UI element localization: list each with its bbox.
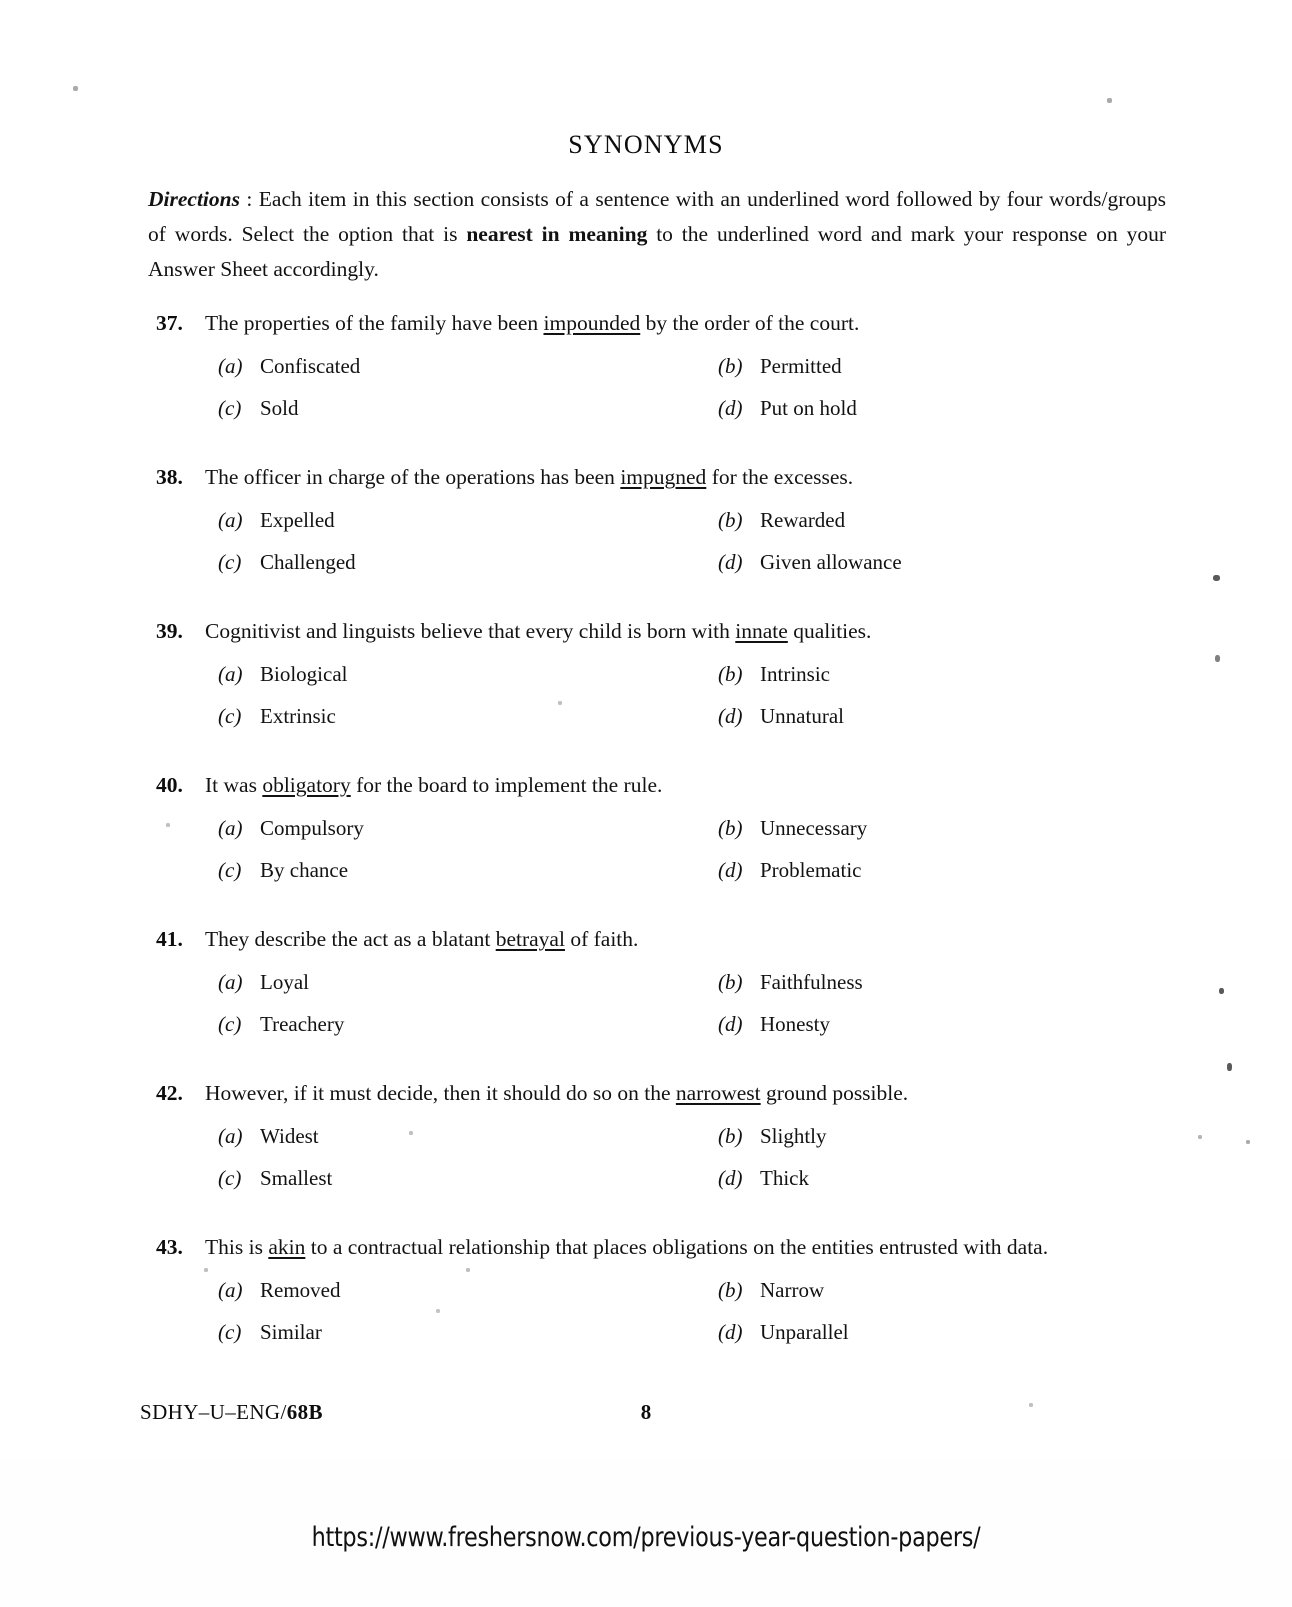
question-number: 42.: [156, 1081, 183, 1105]
page-footer: [0, 1400, 1292, 1440]
option-label: Put on hold: [760, 396, 857, 420]
question-stem: [0, 922, 1292, 956]
option-key: (a): [218, 508, 243, 532]
options-grid: [0, 352, 1292, 436]
option-c[interactable]: [218, 548, 356, 576]
option-b[interactable]: [718, 660, 830, 688]
option-label: Biological: [260, 662, 348, 686]
question-block: [0, 306, 1292, 436]
option-c[interactable]: [218, 856, 348, 884]
question-stem: [0, 306, 1292, 340]
option-label: Confiscated: [260, 354, 361, 378]
option-label: Widest: [260, 1124, 319, 1148]
directions-label: Directions: [148, 187, 240, 211]
options-row: [0, 814, 1292, 856]
option-d[interactable]: [718, 702, 844, 730]
option-label: Rewarded: [760, 508, 846, 532]
option-key: (a): [218, 1278, 243, 1302]
scan-speckle: [1213, 575, 1220, 581]
option-label: Challenged: [260, 550, 356, 574]
directions-paragraph: [148, 182, 1166, 287]
option-d[interactable]: [718, 1010, 830, 1038]
underlined-keyword: obligatory: [262, 773, 351, 797]
question-text-before: Cognitivist and linguists believe that every child is born with: [205, 619, 736, 643]
directions-text-part1: Each item in this section consists of a sentence with an underlined word followed by four words/groups of words. Select the option that is: [148, 187, 1166, 246]
question-text-after: qualities.: [787, 619, 872, 643]
question-block: [0, 1230, 1292, 1360]
option-label: Extrinsic: [260, 704, 336, 728]
options-row: [0, 1276, 1292, 1318]
option-a[interactable]: [218, 1122, 319, 1150]
scan-speckle: [1198, 1135, 1202, 1139]
option-label: Permitted: [760, 354, 842, 378]
option-label: Expelled: [260, 508, 335, 532]
underlined-keyword: akin: [268, 1235, 306, 1259]
options-grid: [0, 506, 1292, 590]
question-text-after: ground possible.: [760, 1081, 909, 1105]
question-stem: [0, 1230, 1292, 1264]
question-stem: [0, 768, 1292, 802]
option-key: (d): [718, 1166, 743, 1190]
question-block: [0, 614, 1292, 744]
option-key: (c): [218, 704, 242, 728]
scan-speckle: [73, 86, 78, 91]
options-row: [0, 548, 1292, 590]
directions-emphasis: nearest in meaning: [466, 222, 648, 246]
option-label: Slightly: [760, 1124, 827, 1148]
option-d[interactable]: [718, 856, 861, 884]
option-label: Faithfulness: [760, 970, 863, 994]
option-key: (d): [718, 704, 743, 728]
option-a[interactable]: [218, 506, 335, 534]
question-number: 38.: [156, 465, 183, 489]
question-number: 40.: [156, 773, 183, 797]
options-row: [0, 1010, 1292, 1052]
options-grid: [0, 968, 1292, 1052]
question-text-before: The officer in charge of the operations has been: [205, 465, 621, 489]
option-c[interactable]: [218, 702, 336, 730]
option-key: (a): [218, 354, 243, 378]
options-row: [0, 1164, 1292, 1206]
options-row: [0, 702, 1292, 744]
source-url: https://www.freshersnow.com/previous-year-question-papers/: [311, 1522, 981, 1553]
options-row: [0, 506, 1292, 548]
questions-list: [0, 306, 1292, 1384]
scan-speckle: [558, 701, 562, 705]
question-number: 43.: [156, 1235, 183, 1259]
option-key: (b): [718, 662, 743, 686]
option-key: (b): [718, 1278, 743, 1302]
question-block: [0, 768, 1292, 898]
option-label: Given allowance: [760, 550, 902, 574]
options-row: [0, 968, 1292, 1010]
question-text-before: They describe the act as a blatant: [205, 927, 496, 951]
scan-speckle: [409, 1131, 413, 1135]
question-text-before: This is: [205, 1235, 269, 1259]
option-label: Intrinsic: [760, 662, 830, 686]
scan-speckle: [204, 1268, 208, 1272]
option-label: Treachery: [260, 1012, 345, 1036]
underlined-keyword: impugned: [620, 465, 707, 489]
option-key: (d): [718, 858, 743, 882]
option-label: Sold: [260, 396, 299, 420]
options-grid: [0, 814, 1292, 898]
scan-speckle: [1107, 98, 1112, 103]
options-row: [0, 394, 1292, 436]
option-label: Narrow: [760, 1278, 825, 1302]
scan-speckle: [1219, 988, 1224, 994]
options-grid: [0, 1122, 1292, 1206]
options-row: [0, 856, 1292, 898]
paper-code-suffix: 68B: [286, 1400, 323, 1424]
question-text-after: for the excesses.: [706, 465, 854, 489]
question-number: 41.: [156, 927, 183, 951]
option-key: (b): [718, 508, 743, 532]
option-key: (b): [718, 1124, 743, 1148]
option-d[interactable]: [718, 1318, 849, 1346]
question-text-before: However, if it must decide, then it should do so on the: [205, 1081, 676, 1105]
option-a[interactable]: [218, 1276, 340, 1304]
option-c[interactable]: [218, 1010, 344, 1038]
option-label: Removed: [260, 1278, 341, 1302]
question-stem: [0, 614, 1292, 648]
question-number: 39.: [156, 619, 183, 643]
options-grid: [0, 660, 1292, 744]
underlined-keyword: innate: [735, 619, 788, 643]
option-label: Problematic: [760, 858, 862, 882]
option-a[interactable]: [218, 352, 360, 380]
option-key: (a): [218, 662, 243, 686]
option-label: Unnecessary: [760, 816, 868, 840]
option-key: (c): [218, 396, 242, 420]
option-key: (d): [718, 550, 743, 574]
option-d[interactable]: [718, 1164, 809, 1192]
directions-separator: :: [239, 187, 259, 211]
question-stem: [0, 1076, 1292, 1110]
option-key: (c): [218, 1166, 242, 1190]
option-key: (c): [218, 858, 242, 882]
option-key: (a): [218, 1124, 243, 1148]
option-a[interactable]: [218, 660, 348, 688]
underlined-keyword: narrowest: [675, 1081, 761, 1105]
question-stem: [0, 460, 1292, 494]
options-row: [0, 1318, 1292, 1360]
question-number: 37.: [156, 311, 183, 335]
scan-speckle: [1227, 1063, 1232, 1071]
scan-speckle: [466, 1268, 470, 1272]
option-b[interactable]: [718, 1122, 827, 1150]
option-d[interactable]: [718, 394, 857, 422]
option-b[interactable]: [718, 1276, 824, 1304]
paper-code-prefix: SDHY–U–ENG/: [140, 1400, 287, 1424]
scan-speckle: [436, 1309, 440, 1313]
question-text-after: to a contractual relationship that places obligations on the entities entrusted with data.: [305, 1235, 1049, 1259]
question-text-after: for the board to implement the rule.: [350, 773, 663, 797]
option-key: (b): [718, 970, 743, 994]
option-key: (a): [218, 970, 243, 994]
option-key: (d): [718, 1012, 743, 1036]
question-text-after: by the order of the court.: [640, 311, 860, 335]
option-a[interactable]: [218, 814, 364, 842]
option-c[interactable]: [218, 394, 299, 422]
options-row: [0, 1122, 1292, 1164]
question-block: [0, 460, 1292, 590]
option-label: Unparallel: [760, 1320, 849, 1344]
question-block: [0, 1076, 1292, 1206]
scan-speckle: [1215, 655, 1220, 662]
option-key: (b): [718, 354, 743, 378]
underlined-keyword: betrayal: [495, 927, 565, 951]
option-key: (d): [718, 1320, 743, 1344]
page-title: SYNONYMS: [568, 130, 724, 159]
option-key: (c): [218, 1320, 242, 1344]
option-a[interactable]: [218, 968, 309, 996]
option-key: (d): [718, 396, 743, 420]
option-label: Unnatural: [760, 704, 844, 728]
scan-speckle: [1029, 1403, 1033, 1407]
question-text-before: It was: [205, 773, 263, 797]
option-label: Similar: [260, 1320, 322, 1344]
option-label: Loyal: [260, 970, 309, 994]
option-b[interactable]: [718, 506, 845, 534]
question-text-after: of faith.: [564, 927, 639, 951]
underlined-keyword: impounded: [543, 311, 641, 335]
scan-speckle: [1246, 1140, 1250, 1144]
option-key: (c): [218, 1012, 242, 1036]
question-text-before: The properties of the family have been: [205, 311, 544, 335]
option-key: (c): [218, 550, 242, 574]
question-block: [0, 922, 1292, 1052]
options-row: [0, 660, 1292, 702]
page-number: 8: [640, 1400, 652, 1424]
option-label: Honesty: [760, 1012, 830, 1036]
option-label: Compulsory: [260, 816, 364, 840]
option-key: (a): [218, 816, 243, 840]
option-key: (b): [718, 816, 743, 840]
option-c[interactable]: [218, 1164, 332, 1192]
option-b[interactable]: [718, 814, 867, 842]
scan-speckle: [166, 823, 170, 827]
option-b[interactable]: [718, 968, 863, 996]
option-d[interactable]: [718, 548, 902, 576]
option-b[interactable]: [718, 352, 842, 380]
option-label: By chance: [260, 858, 349, 882]
options-grid: [0, 1276, 1292, 1360]
options-row: [0, 352, 1292, 394]
option-label: Smallest: [260, 1166, 333, 1190]
option-c[interactable]: [218, 1318, 322, 1346]
option-label: Thick: [760, 1166, 809, 1190]
directions-text-part2: to the underlined word and mark your response on your Answer Sheet accordingly.: [148, 222, 1166, 281]
